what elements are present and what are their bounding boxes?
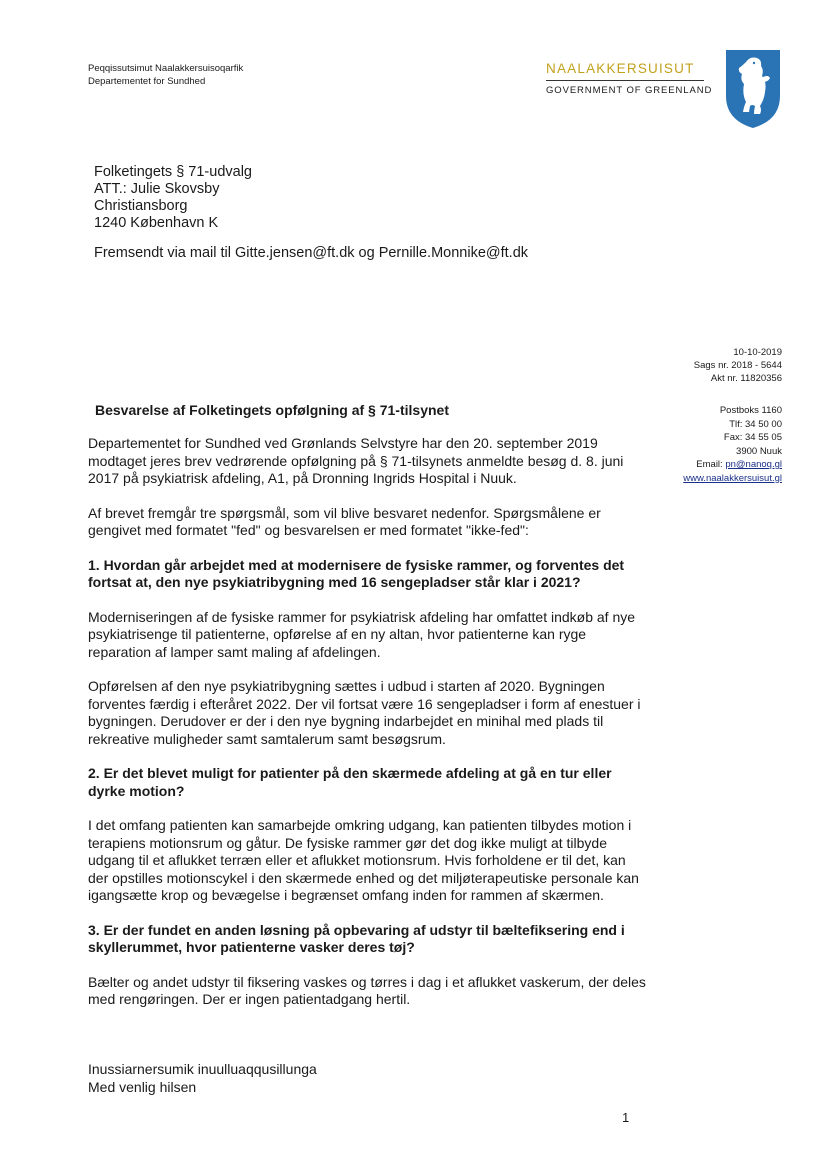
- body-paragraph: Departementet for Sundhed ved Grønlands Selvstyre har den 20. september 2019 modtaget jeres brev vedrørende opfølgning på § 71-tilsynets anmeldte besøg d. 8. juni 2017 på psykiatrisk afdeling, A1, på Dronning Ingrids Hospital i Nuuk.: [88, 435, 624, 486]
- question-1: 1. Hvordan går arbejdet med at modernisere de fysiske rammer, og forventes det fortsat at, den nye psykiatribygning med 16 sengepladser står klar i 2021?: [88, 556, 625, 590]
- logo-divider: [546, 80, 704, 81]
- website-line: [683, 472, 782, 486]
- phone: Tlf: 34 50 00: [729, 418, 782, 430]
- answer-paragraph: I det omfang patienten kan samarbejde omkring udgang, kan patienten tilbydes motion i terapiens motionsrum og gåtur. De fysiske rammer gør det dog ikke muligt at tilbyde udgang til et aflukket terræn eller et aflukket motionsrum. Hvis forholdene er til det, kan der opstilles motionscykel i den skærmede enhed og det miljøterapeutiske personale kan igangsætte krop og bevægelse i begrænset omfang inden for rammen af skærmen.: [88, 817, 639, 903]
- postbox: Postboks 1160: [719, 405, 782, 416]
- recipient-line: ATT.: Julie Skovsby: [94, 181, 220, 197]
- document-number: Akt nr. 11820356: [710, 373, 782, 384]
- city: 3900 Nuuk: [736, 445, 782, 457]
- closing-greenlandic: Inussiarnersumik inuulluaqqusillunga: [88, 1061, 317, 1077]
- recipient-address: [94, 164, 252, 232]
- polar-bear-crest-icon: [724, 48, 782, 130]
- letter-date: 10-10-2019: [733, 347, 782, 358]
- closing: [88, 1061, 317, 1096]
- letter-subject: Besvarelse af Folketingets opfølgning af § 71-tilsynet: [95, 402, 449, 418]
- question-2: 2. Er det blevet muligt for patienter på den skærmede afdeling at gå en tur eller dyrke motion?: [88, 765, 612, 799]
- answer-paragraph: Opførelsen af den nye psykiatribygning sættes i udbud i starten af 2020. Bygningen forventes færdig i efteråret 2022. Der vil fortsat være 16 sengepladser i form af enestuer i bygningen. Derudover er der i den nye bygning indarbejdet en minihal med plads til rekreative muligheder samt samtalerum samt besøgsrum.: [88, 678, 641, 747]
- department-line-danish: Departementet for Sundhed: [88, 76, 206, 87]
- body-paragraph: Af brevet fremgår tre spørgsmål, som vil blive besvaret nedenfor. Spørgsmålene er gengivet med formatet "fed" og besvarelsen er med formatet "ikke-fed":: [88, 504, 601, 538]
- recipient-line: Christiansborg: [94, 198, 188, 214]
- reference-block: [694, 346, 782, 385]
- email-label: Email:: [696, 459, 726, 470]
- logo-name: NAALAKKERSUISUT: [546, 61, 695, 76]
- page-number: 1: [622, 1110, 630, 1125]
- closing-danish: Med venlig hilsen: [88, 1078, 197, 1095]
- department-name: [88, 62, 243, 88]
- case-number: Sags nr. 2018 - 5644: [693, 360, 782, 371]
- department-line-greenlandic: Peqqissutsimut Naalakkersuisoqarfik: [88, 63, 244, 74]
- email-link[interactable]: pn@nanoq.gl: [725, 459, 782, 470]
- contact-block: [683, 404, 782, 485]
- sent-via-line: Fremsendt via mail til Gitte.jensen@ft.dk og Pernille.Monnike@ft.dk: [94, 245, 529, 261]
- website-link[interactable]: www.naalakkersuisut.gl: [683, 472, 782, 484]
- email-line: [683, 458, 782, 472]
- answer-paragraph: Bælter og andet udstyr til fiksering vaskes og tørres i dag i et aflukket vaskerum, der deles med rengøringen. Der er ingen patientadgang hertil.: [88, 973, 646, 1007]
- recipient-line: 1240 København K: [94, 215, 219, 231]
- answer-paragraph: Moderniseringen af de fysiske rammer for psykiatrisk afdeling har omfattet indkøb af nye psykiatrisenge til patienterne, opførelse af en ny altan, hvor patienterne kan ryge reparation af lamper samt maling af afdelingen.: [88, 608, 636, 660]
- letter-body: [88, 435, 648, 1026]
- logo-subtitle: GOVERNMENT OF GREENLAND: [546, 85, 713, 96]
- recipient-line: Folketingets § 71-udvalg: [94, 164, 252, 180]
- question-3: 3. Er der fundet en anden løsning på opbevaring af udstyr til bæltefiksering end i skyllerummet, hvor patienterne vasker deres tøj?: [88, 921, 625, 955]
- fax: Fax: 34 55 05: [723, 432, 782, 443]
